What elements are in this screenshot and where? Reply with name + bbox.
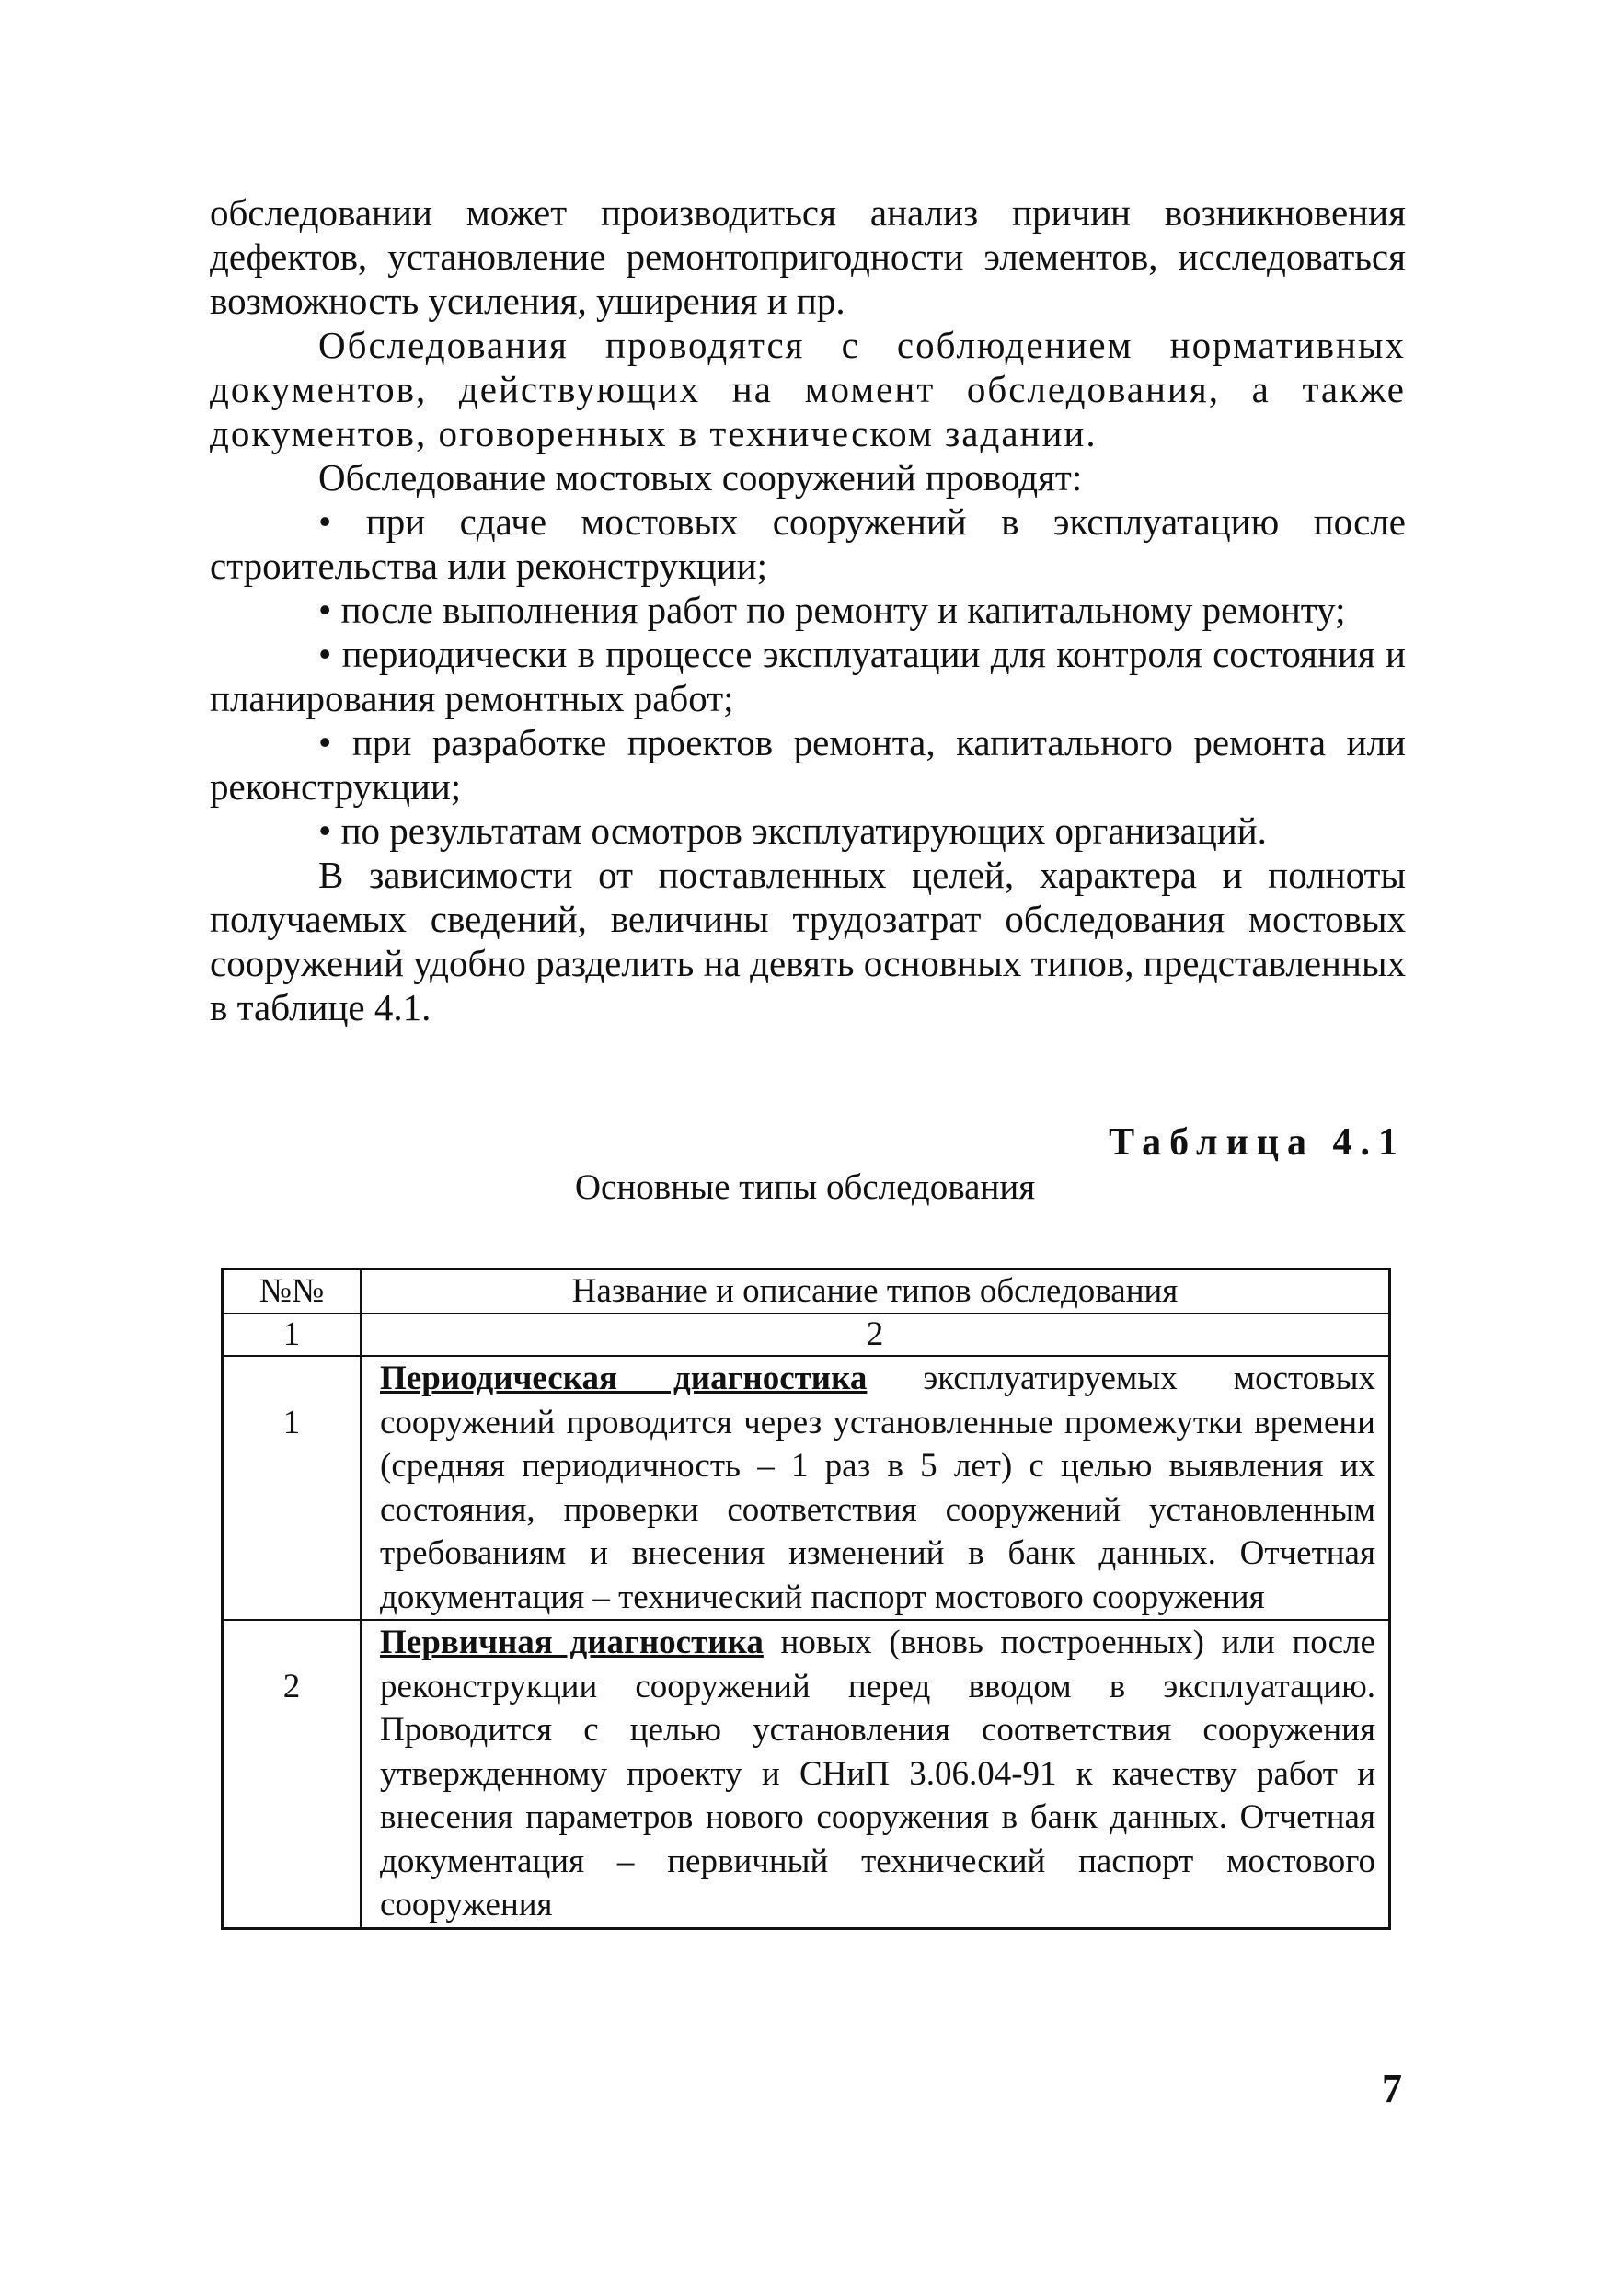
paragraph-list-intro: Обследование мостовых сооружений проводят: [318, 456, 1083, 499]
inspection-types-table [221, 1268, 1391, 1930]
list-item-periodic: • периодически в процессе эксплуатации для контроля состояния и планирования ремонтных работ; [210, 633, 1406, 719]
paragraph-normative-documents: Обследования проводятся с соблюдением нормативных документов, действующих на момент обследования, а также документов, оговоренных в техническом задании. [210, 324, 1406, 454]
row-text: эксплуатируемых мостовых сооружений проводится через установленные промежутки времени (средняя периодичность – 1 раз в 5 лет) с целью выявления их состояния, проверки соответствия сооружений установленным требованиям и внесения изменений в банк данных. Отчетная документация – технический паспорт мостового сооружения [380, 1360, 1375, 1616]
column-number-2: 2 [361, 1314, 1390, 1356]
row-index: 1 [223, 1356, 362, 1620]
row-index: 2 [223, 1620, 362, 1928]
header-description: Название и описание типов обследования [361, 1269, 1390, 1314]
paragraph-continuation: обследовании может производиться анализ причин возникновения дефектов, установление ремонтопригодности элементов, исследоваться возможность усиления, уширения и пр. [210, 191, 1406, 322]
row-term: Первичная диагностика [380, 1624, 764, 1661]
body-text-top [210, 190, 1406, 1029]
header-number: №№ [223, 1269, 362, 1314]
table-row [223, 1356, 1390, 1620]
row-term: Периодическая диагностика [380, 1360, 868, 1397]
column-number-1: 1 [223, 1314, 362, 1356]
list-item-after-repair: • после выполнения работ по ремонту и капитальному ремонту; [318, 589, 1346, 631]
table-column-numbers-row [223, 1314, 1390, 1356]
page-number: 7 [1382, 2066, 1402, 2111]
row-text: новых (вновь построенных) или после реконструкции сооружений перед вводом в эксплуатацию. Проводится с целью установления соответствия сооружения утвержденному проекту и СНиП 3.06.04-91 к качеству работ и внесения параметров нового сооружения в банк данных. Отчетная документация – первичный технический паспорт мостового сооружения [380, 1624, 1375, 1923]
list-item-inspections: • по результатам осмотров эксплуатирующих организаций. [318, 809, 1267, 852]
table-header-row [223, 1269, 1390, 1314]
list-item-commissioning: • при сдаче мостовых сооружений в эксплуатацию после строительства или реконструкции; [210, 500, 1406, 587]
row-description [361, 1620, 1390, 1928]
paragraph-nine-types: В зависимости от поставленных целей, характера и полноты получаемых сведений, величины трудозатрат обследования мостовых сооружений удобно разделить на девять основных типов, представленных в таблице 4.1. [210, 854, 1406, 1028]
table-title: Основные типы обследования [574, 1167, 1036, 1207]
row-description [361, 1356, 1390, 1620]
list-item-design: • при разработке проектов ремонта, капитального ремонта или реконструкции; [210, 721, 1406, 808]
table-row [223, 1620, 1390, 1928]
table-label: Таблица 4.1 [1109, 1121, 1406, 1164]
